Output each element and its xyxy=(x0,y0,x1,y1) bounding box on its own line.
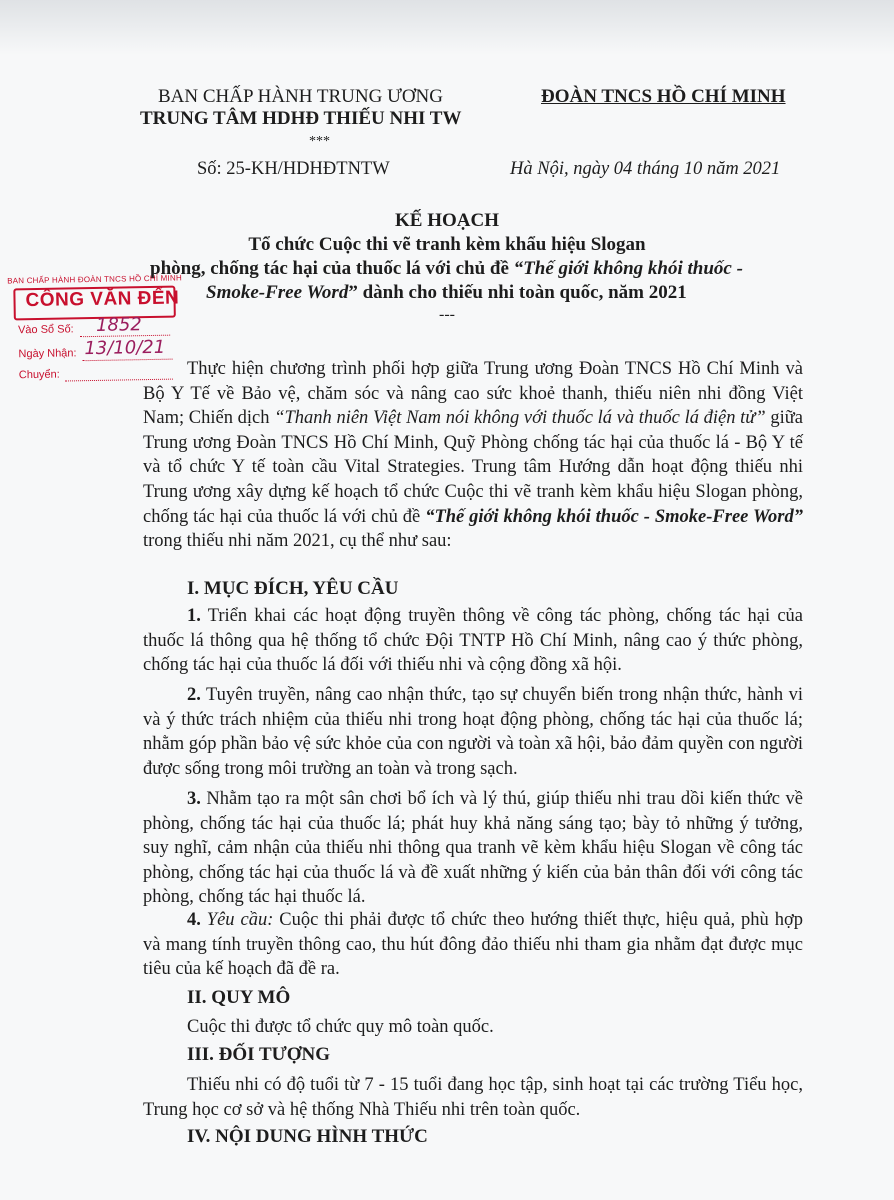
stamp-org: BAN CHẤP HÀNH ĐOÀN TNCS HỒ CHÍ MINH xyxy=(7,273,182,286)
stamp-chuyen-label: Chuyển: xyxy=(18,368,60,382)
section-1-item-3: 3. Nhằm tạo ra một sân chơi bổ ích và lý thú, giúp thiếu nhi trau dồi kiến thức về phòng, chống tác hại của thuốc lá; phát huy khả năng sáng tạo; bày tỏ những ý tưởng, suy nghĩ, cảm nhận của thiếu nhi thông qua tranh vẽ kèm khẩu hiệu Slogan về công tác phòng, chống tác hại của thuốc lá và đề xuất những ý kiến của bản thân đối với công tác phòng, chống tác hại thuốc lá. xyxy=(143,789,803,908)
org-right: ĐOÀN TNCS HỒ CHÍ MINH xyxy=(541,86,786,107)
scan-shadow xyxy=(0,0,894,55)
subtitle-3-text: ” dành cho thiếu nhi toàn quốc, năm 2021 xyxy=(348,282,687,303)
doc-subtitle-3 xyxy=(206,282,687,304)
section-1-item-2: 2. Tuyên truyền, nâng cao nhận thức, tạo sự chuyển biến trong nhận thức, hành vi và ý thức trách nhiệm của thiếu nhi trong hoạt động phòng, chống tác hại của thuốc lá; nhằm góp phần bảo vệ sức khỏe của con người và toàn xã hội, bảo đảm quyền con người được sống trong môi trường an toàn và trong sạch. xyxy=(143,685,803,779)
org-left-2: TRUNG TÂM HDHĐ THIẾU NHI TW xyxy=(140,108,462,129)
section-4-heading: IV. NỘI DUNG HÌNH THỨC xyxy=(187,1126,428,1147)
stars-separator: *** xyxy=(309,134,330,149)
stamp-ngay-value: 13/10/21 xyxy=(84,336,166,360)
stamp-title: CÔNG VĂN ĐẾN xyxy=(25,287,180,312)
section-2-heading: II. QUY MÔ xyxy=(187,987,291,1008)
section-2-text: Cuộc thi được tổ chức quy mô toàn quốc. xyxy=(187,1017,494,1037)
org-left-1: BAN CHẤP HÀNH TRUNG ƯƠNG xyxy=(158,86,443,107)
subtitle-3-theme: Smoke-Free Word xyxy=(206,282,349,303)
doc-subtitle-1: Tổ chức Cuộc thi vẽ tranh kèm khẩu hiệu Slogan xyxy=(248,234,646,255)
intro-text: Thực hiện chương trình phối hợp giữa Trung ương Đoàn TNCS Hồ Chí Minh và Bộ Y Tế về Bảo vệ, chăm sóc và nâng cao sức khoẻ thanh, thiếu niên nhi đồng Việt Nam; Chiến dịch “Thanh niên Việt Nam nói không với thuốc lá và thuốc lá điện tử” giữa Trung ương Đoàn TNCS Hồ Chí Minh, Quỹ Phòng chống tác hại của thuốc lá - Bộ Y tế và tổ chức Y tế toàn cầu Vital Strategies. Trung tâm Hướng dẫn hoạt động thiếu nhi Trung ương xây dựng kế hoạch tổ chức Cuộc thi vẽ tranh kèm khẩu hiệu Slogan phòng, chống tác hại của thuốc lá với chủ đề “Thế giới không khói thuốc - Smoke-Free Word” trong thiếu nhi năm 2021, cụ thể như sau: xyxy=(143,359,803,552)
subtitle-2-text: phòng, chống tác hại của thuốc lá với chủ đề xyxy=(150,258,514,279)
title-separator: --- xyxy=(439,306,455,323)
section-1-item-4: 4. Yêu cầu: Cuộc thi phải được tổ chức theo hướng thiết thực, hiệu quả, phù hợp và mang tính truyền thông cao, thu hút đông đảo thiếu nhi tham gia nhằm đạt được mục tiêu của kế hoạch đã đề ra. xyxy=(143,910,804,980)
section-3-heading: III. ĐỐI TƯỢNG xyxy=(187,1044,331,1065)
section-3-text: Thiếu nhi có độ tuổi từ 7 - 15 tuổi đang học tập, sinh hoạt tại các trường Tiểu học, Trung học cơ sở và hệ thống Nhà Thiếu nhi trên toàn quốc. xyxy=(143,1075,803,1120)
stamp-so-value: 1852 xyxy=(95,314,142,336)
doc-title: KẾ HOẠCH xyxy=(395,210,499,231)
place-date: Hà Nội, ngày 04 tháng 10 năm 2021 xyxy=(510,159,781,179)
doc-subtitle-2 xyxy=(150,258,743,280)
section-1-item-1: 1. Triển khai các hoạt động truyền thông về công tác phòng, chống tác hại của thuốc lá thông qua hệ thống tổ chức Đội TNTP Hồ Chí Minh, nâng cao ý thức phòng, chống tác hại của thuốc lá đối với thiếu nhi và cộng đồng xã hội. xyxy=(143,606,803,676)
intro-paragraph xyxy=(143,357,803,554)
stamp-ngay-label: Ngày Nhận: xyxy=(18,347,77,361)
section-1-heading: I. MỤC ĐÍCH, YÊU CẦU xyxy=(187,578,399,599)
subtitle-2-theme: “Thế giới không khói thuốc - xyxy=(513,258,743,279)
doc-number: Số: 25-KH/HDHĐTNTW xyxy=(197,159,390,179)
stamp-so-label: Vào Sổ Số: xyxy=(17,323,74,337)
